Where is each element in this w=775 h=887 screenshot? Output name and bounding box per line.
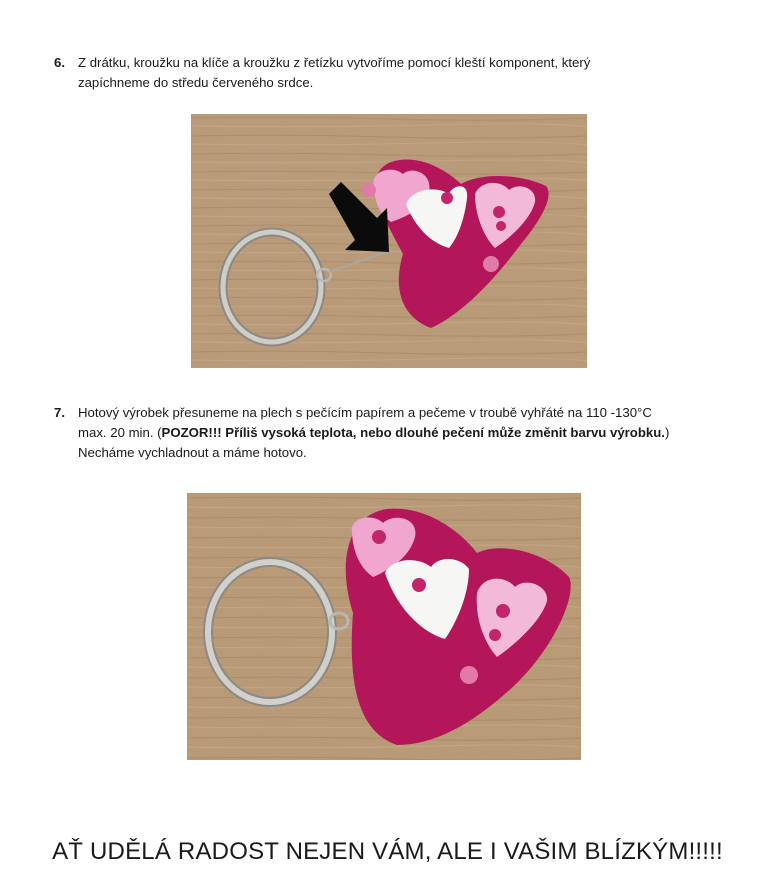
step-warning: POZOR!!! Příliš vysoká teplota, nebo dlouhé pečení může změnit barvu výrobku. bbox=[161, 425, 665, 440]
step-text-part: Hotový výrobek přesuneme na plech s pečícím papírem a pečeme v troubě vyhřáté na 110 -130°C max. 20 min. ( bbox=[78, 405, 652, 440]
step-text-part: ) Necháme vychladnout a máme hotovo. bbox=[78, 425, 670, 460]
photo-keychain-assembly bbox=[191, 114, 587, 368]
step-number: 7. bbox=[54, 405, 65, 420]
step-text: Z drátku, kroužku na klíče a kroužku z řetízku vytvoříme pomocí kleští komponent, který zapíchneme do středu červeného srdce. bbox=[78, 55, 591, 90]
step-number: 6. bbox=[54, 55, 65, 70]
photo-finished-keychain bbox=[187, 493, 581, 760]
step-6 bbox=[54, 53, 714, 97]
step-7 bbox=[54, 403, 744, 467]
closing-message: AŤ UDĚLÁ RADOST NEJEN VÁM, ALE I VAŠIM BLÍZKÝM!!!!! bbox=[52, 838, 723, 865]
step-text bbox=[78, 403, 669, 463]
